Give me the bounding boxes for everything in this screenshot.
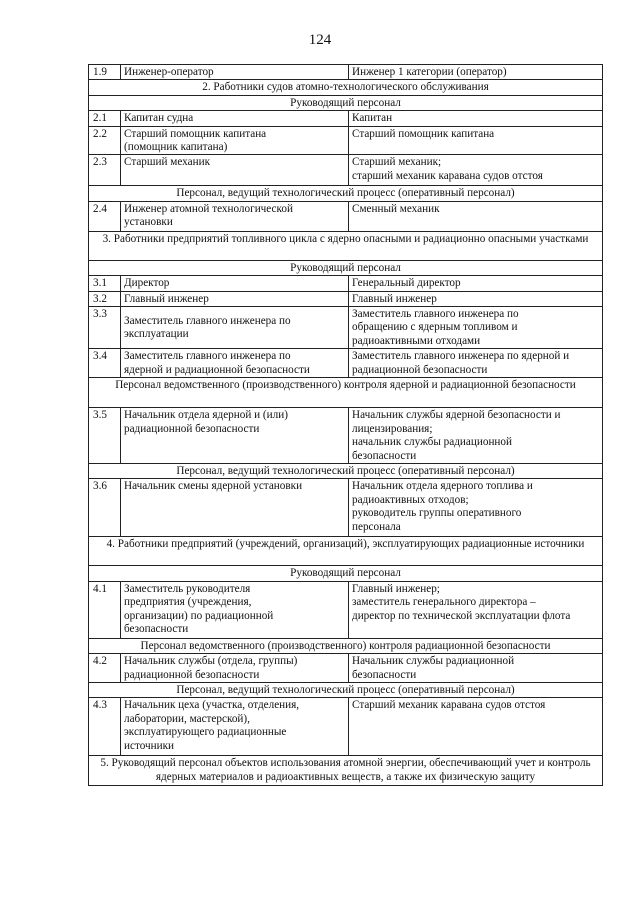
table-row [89, 307, 603, 349]
table-row [89, 698, 603, 756]
row-number-cell: 2.1 [89, 111, 121, 126]
equivalent-position-cell: Генеральный директор [349, 276, 603, 291]
subsection-heading-row [89, 463, 603, 478]
row-number-cell: 2.2 [89, 126, 121, 155]
equivalent-position-cell: Старший механик; старший механик каравана судов отстоя [349, 155, 603, 186]
row-number-cell: 4.3 [89, 698, 121, 756]
subsection-heading: Персонал, ведущий технологический процесс (оперативный персонал) [89, 682, 603, 697]
section-heading: 3. Работники предприятий топливного цикла с ядерно опасными и радиационно опасными участками [89, 231, 603, 260]
table-row [89, 111, 603, 126]
subsection-heading-row [89, 378, 603, 408]
equivalent-position-cell: Инженер 1 категории (оператор) [349, 65, 603, 80]
subsection-heading-row [89, 95, 603, 110]
row-number-cell: 4.2 [89, 654, 121, 683]
table-row [89, 201, 603, 231]
position-title-cell: Главный инженер [121, 291, 349, 306]
subsection-heading-row [89, 186, 603, 201]
position-title-cell: Заместитель главного инженера по ядерной и радиационной безопасности [121, 349, 349, 378]
position-title-cell: Директор [121, 276, 349, 291]
table-row [89, 155, 603, 186]
row-number-cell: 3.2 [89, 291, 121, 306]
position-title-cell: Старший помощник капитана (помощник капитана) [121, 126, 349, 155]
position-title-cell: Начальник службы (отдела, группы) радиационной безопасности [121, 654, 349, 683]
subsection-heading: Руководящий персонал [89, 95, 603, 110]
section-heading-row [89, 80, 603, 95]
position-title-cell: Заместитель руководителя предприятия (учреждения, организации) по радиационной безопасности [121, 581, 349, 638]
equivalent-position-cell: Капитан [349, 111, 603, 126]
subsection-heading: Персонал, ведущий технологический процесс (оперативный персонал) [89, 463, 603, 478]
subsection-heading-row [89, 566, 603, 581]
position-title-cell: Инженер атомной технологической установки [121, 201, 349, 231]
table-row [89, 654, 603, 683]
equivalent-position-cell: Начальник отдела ядерного топлива и радиоактивных отходов; руководитель группы оперативного персонала [349, 479, 603, 537]
row-number-cell: 3.3 [89, 307, 121, 349]
row-number-cell: 3.5 [89, 408, 121, 464]
equivalent-position-cell: Начальник службы ядерной безопасности и лицензирования; начальник службы радиационной безопасности [349, 408, 603, 464]
section-heading-row [89, 231, 603, 260]
row-number-cell: 3.6 [89, 479, 121, 537]
section-heading-row [89, 537, 603, 566]
subsection-heading-row [89, 638, 603, 653]
row-number-cell: 3.4 [89, 349, 121, 378]
position-title-cell: Инженер-оператор [121, 65, 349, 80]
subsection-heading: Персонал ведомственного (производственного) контроля ядерной и радиационной безопасности [89, 378, 603, 408]
table-row [89, 349, 603, 378]
position-title-cell: Начальник отдела ядерной и (или) радиационной безопасности [121, 408, 349, 464]
row-number-cell: 2.4 [89, 201, 121, 231]
positions-table-body [89, 65, 603, 786]
section-heading-row [89, 756, 603, 786]
subsection-heading: Руководящий персонал [89, 566, 603, 581]
subsection-heading: Руководящий персонал [89, 260, 603, 275]
row-number-cell: 1.9 [89, 65, 121, 80]
equivalent-position-cell: Старший помощник капитана [349, 126, 603, 155]
subsection-heading-row [89, 260, 603, 275]
table-row [89, 408, 603, 464]
positions-table [88, 64, 603, 786]
subsection-heading-row [89, 682, 603, 697]
position-title-cell: Заместитель главного инженера по эксплуатации [121, 307, 349, 349]
table-row [89, 581, 603, 638]
position-title-cell: Начальник смены ядерной установки [121, 479, 349, 537]
equivalent-position-cell: Заместитель главного инженера по ядерной и радиационной безопасности [349, 349, 603, 378]
equivalent-position-cell: Начальник службы радиационной безопасности [349, 654, 603, 683]
equivalent-position-cell: Заместитель главного инженера по обращению с ядерным топливом и радиоактивными отходами [349, 307, 603, 349]
equivalent-position-cell: Главный инженер [349, 291, 603, 306]
position-title-cell: Начальник цеха (участка, отделения, лаборатории, мастерской), эксплуатирующего радиационные источники [121, 698, 349, 756]
equivalent-position-cell: Старший механик каравана судов отстоя [349, 698, 603, 756]
equivalent-position-cell: Сменный механик [349, 201, 603, 231]
section-heading: 5. Руководящий персонал объектов использования атомной энергии, обеспечивающий учет и контроль ядерных материалов и радиоактивных веществ, а также их физическую защиту [89, 756, 603, 786]
table-row [89, 479, 603, 537]
subsection-heading: Персонал, ведущий технологический процесс (оперативный персонал) [89, 186, 603, 201]
table-row [89, 65, 603, 80]
position-title-cell: Капитан судна [121, 111, 349, 126]
position-title-cell: Старший механик [121, 155, 349, 186]
section-heading: 4. Работники предприятий (учреждений, организаций), эксплуатирующих радиационные источники [89, 537, 603, 566]
subsection-heading: Персонал ведомственного (производственного) контроля радиационной безопасности [89, 638, 603, 653]
table-row [89, 126, 603, 155]
page-number: 124 [308, 32, 332, 48]
row-number-cell: 3.1 [89, 276, 121, 291]
section-heading: 2. Работники судов атомно-технологического обслуживания [89, 80, 603, 95]
row-number-cell: 4.1 [89, 581, 121, 638]
table-row [89, 291, 603, 306]
equivalent-position-cell: Главный инженер; заместитель генерального директора – директор по технической эксплуатации флота [349, 581, 603, 638]
table-row [89, 276, 603, 291]
row-number-cell: 2.3 [89, 155, 121, 186]
